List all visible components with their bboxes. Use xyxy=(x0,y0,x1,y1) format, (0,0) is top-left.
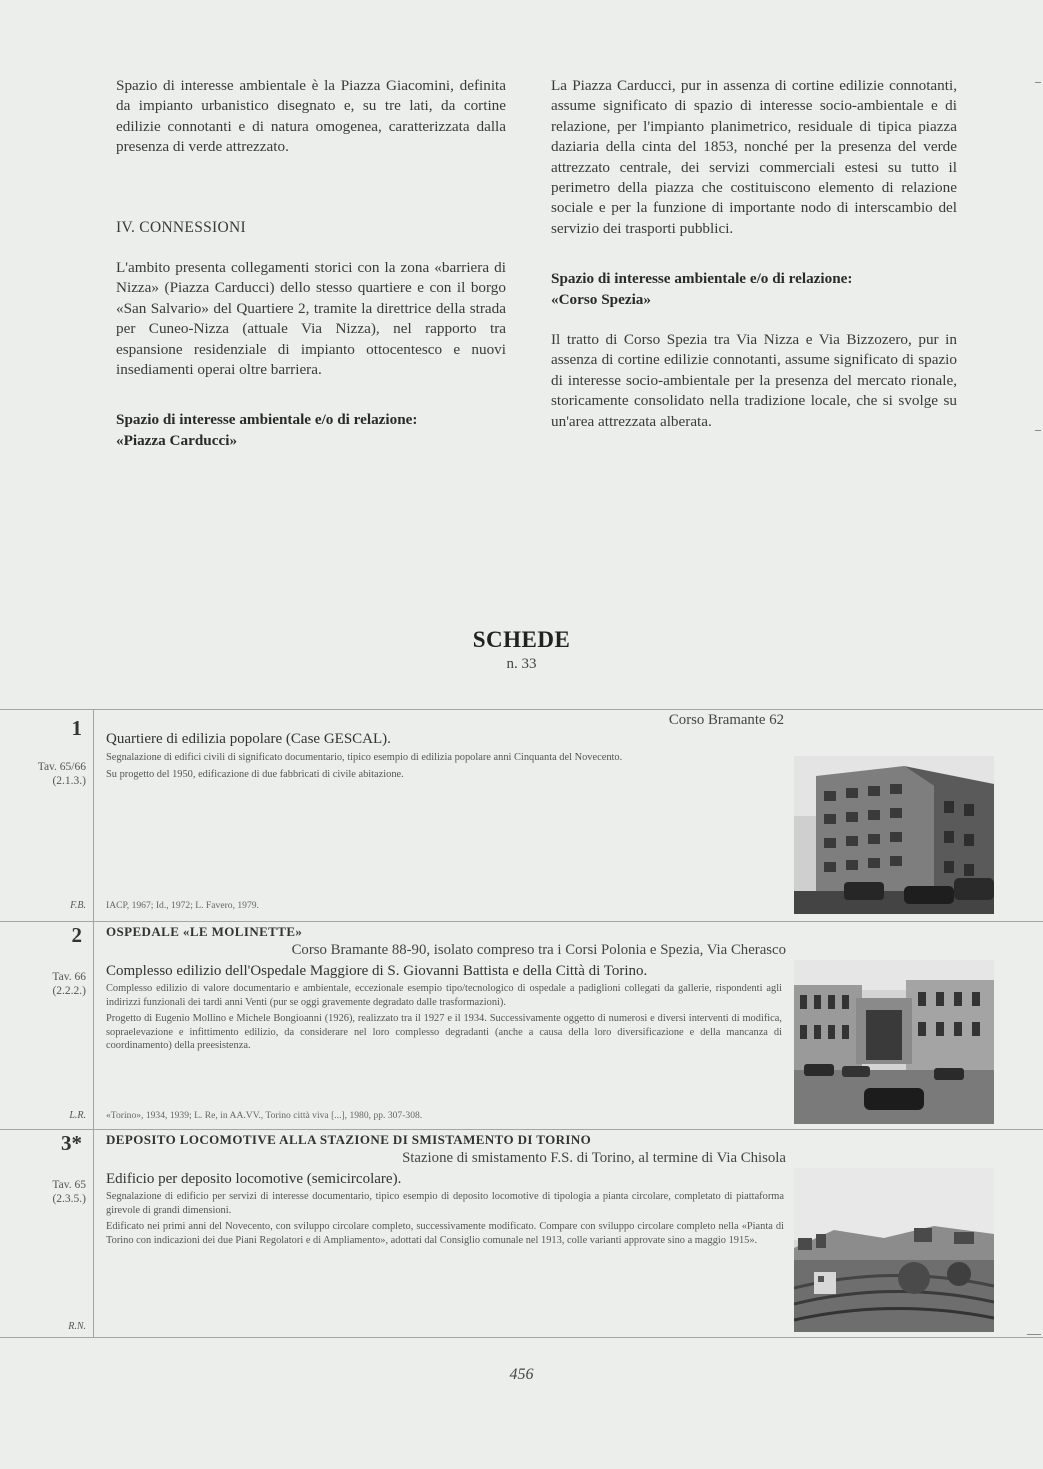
heading-piazza-carducci-line1: Spazio di interesse ambientale e/o di relazione: xyxy=(116,411,418,429)
entry-location: Corso Bramante 62 xyxy=(668,712,784,728)
entry-tav xyxy=(10,1178,86,1206)
schede-title: SCHEDE xyxy=(472,627,571,652)
entry-content xyxy=(106,712,784,781)
page-number: 456 xyxy=(509,1366,534,1383)
scheda-entry-2 xyxy=(0,922,1043,1129)
entry-body-1: Segnalazione di edifici civili di significato documentario, tipico esempio di edilizia popolare anni Cinquanta del Novecento. xyxy=(106,752,623,763)
entry-tav-label: Tav. 66 xyxy=(52,971,86,983)
entry-body-2: Su progetto del 1950, edificazione di due fabbricati di civile abitazione. xyxy=(106,768,404,780)
entry-tav xyxy=(10,970,86,998)
entry-body-2: Edificato nei primi anni del Novecento, con sviluppo circolare completo, successivamente modificato. Compare con sviluppo circolare completo nella «Pianta di Torino con indicazioni dei due Piani Regolatori e di Ampliamento», adottati dal Consiglio comunale nel 1913, colle varianti approvate sino a maggio 1915». xyxy=(106,1221,784,1246)
photo-molinette xyxy=(794,960,994,1124)
entry-body-1: Segnalazione di edificio per servizi di interesse documentario, tipico esempio di deposito locomotive di tipologia a pianta circolare, completato di piattaforma girevole di grandi dimensioni. xyxy=(106,1191,784,1216)
entry-number: 1 xyxy=(71,716,82,740)
section-heading-connessioni: IV. CONNESSIONI xyxy=(116,218,246,236)
edge-mark xyxy=(1035,82,1041,83)
schede-number: n. 33 xyxy=(506,656,537,672)
entry-tav-code: (2.2.2.) xyxy=(52,985,86,997)
entry-title: OSPEDALE «LE MOLINETTE» xyxy=(106,924,303,939)
entry-tav-code: (2.1.3.) xyxy=(52,775,86,787)
entry-tav xyxy=(10,760,86,788)
heading-piazza-carducci-line2: «Piazza Carducci» xyxy=(116,431,238,449)
entry-location: Stazione di smistamento F.S. di Torino, al termine di Via Chisola xyxy=(402,1150,786,1166)
edge-mark xyxy=(1035,430,1041,431)
photo-deposito-locomotive xyxy=(794,1168,994,1332)
entry-body-1: Complesso edilizio di valore documentario e ambientale, eccezionale esempio tipo/tecnologico di ospedale a padiglioni collegati da gallerie, rispondenti agli indirizzi funzionali dei tardi anni Venti (pur se oggi gravemente degradato dalle trasformazioni). xyxy=(106,983,782,1008)
entry-location: Corso Bramante 88-90, isolato compreso tra i Corsi Polonia e Spezia, Via Cherasco xyxy=(291,942,786,958)
intro-paragraph: Spazio di interesse ambientale è la Piazza Giacomini, definita da impianto urbanistico disegnato e, su tre lati, da cortine edilizie connotanti e di natura omogenea, caratterizzata dalla presenza di verde attrezzato. xyxy=(116,77,506,156)
entry-number: 2 xyxy=(71,923,82,947)
entry-tav-label: Tav. 65 xyxy=(52,1179,86,1191)
spezia-paragraph: Il tratto di Corso Spezia tra Via Nizza e Via Bizzozero, pur in assenza di cortine edilizie connotanti, assume significato di spazio di interesse socio-ambientale per la presenza del mercato rionale, storicamente consolidato nella tradizione locale, che si svolge su un'area attrezzata alberata. xyxy=(551,331,957,430)
entry-initials: R.N. xyxy=(68,1321,86,1332)
entry-subtitle: Edificio per deposito locomotive (semicircolare). xyxy=(106,1171,402,1187)
carducci-paragraph: La Piazza Carducci, pur in assenza di cortine edilizie connotanti, assume significato di spazio di interesse socio-ambientale e di relazione, per l'impianto planimetrico, residuale di tipica piazza daziaria della cinta del 1853, nonché per la presenza del verde attrezzato centrale, dei servizi commerciali estesi su tutto il perimetro della piazza che costituiscono elemento di relazione sociale e per la funzione di importante nodo di interscambio del servizio dei trasporti pubblici. xyxy=(551,77,957,237)
entry-number: 3* xyxy=(61,1131,82,1155)
entry-initials: F.B. xyxy=(70,900,86,911)
heading-corso-spezia-line1: Spazio di interesse ambientale e/o di relazione: xyxy=(551,270,853,288)
entry-subtitle: Complesso edilizio dell'Ospedale Maggiore di S. Giovanni Battista e della Città di Torino. xyxy=(106,963,648,979)
edge-mark xyxy=(1027,1334,1041,1335)
entry-title: DEPOSITO LOCOMOTIVE ALLA STAZIONE DI SMISTAMENTO DI TORINO xyxy=(106,1132,592,1147)
scheda-entry-3 xyxy=(0,1130,1043,1337)
entry-tav-label: Tav. 65/66 xyxy=(37,761,86,773)
table-rule-bottom xyxy=(0,1337,1043,1338)
entry-content xyxy=(106,924,786,1053)
scheda-entry-1 xyxy=(0,710,1043,921)
entry-initials: L.R. xyxy=(69,1110,86,1121)
left-column xyxy=(116,76,506,451)
entry-body-2: Progetto di Eugenio Mollino e Michele Bongioanni (1926), realizzato tra il 1927 e il 1934. Successivamente oggetto di numerosi e diversi interventi di modifica, sopraelevazione e infittimento edilizio, da considerare nel loro complesso degradanti (anche a causa della loro diversificazione e della mancanza di coordinamento) della preesistenza. xyxy=(106,1013,782,1052)
entry-subtitle: Quartiere di edilizia popolare (Case GESCAL). xyxy=(106,731,391,747)
entry-content xyxy=(106,1132,786,1247)
entry-tav-code: (2.3.5.) xyxy=(52,1193,86,1205)
heading-corso-spezia-line2: «Corso Spezia» xyxy=(551,290,651,308)
right-column xyxy=(551,76,957,432)
entry-references: IACP, 1967; Id., 1972; L. Favero, 1979. xyxy=(106,900,259,911)
connessioni-paragraph: L'ambito presenta collegamenti storici con la zona «barriera di Nizza» (Piazza Carducci) dello stesso quartiere e con il borgo «San Salvario» del Quartiere 2, tramite la direttrice della strada per Cuneo-Nizza (attuale Via Nizza), nel rapporto tra espansione residenziale di impianto ottocentesco e nuovi insediamenti operai oltre barriera. xyxy=(116,259,506,379)
photo-case-gescal xyxy=(794,756,994,914)
entry-references: «Torino», 1934, 1939; L. Re, in AA.VV., Torino città viva [...], 1980, pp. 307-308. xyxy=(106,1110,423,1121)
